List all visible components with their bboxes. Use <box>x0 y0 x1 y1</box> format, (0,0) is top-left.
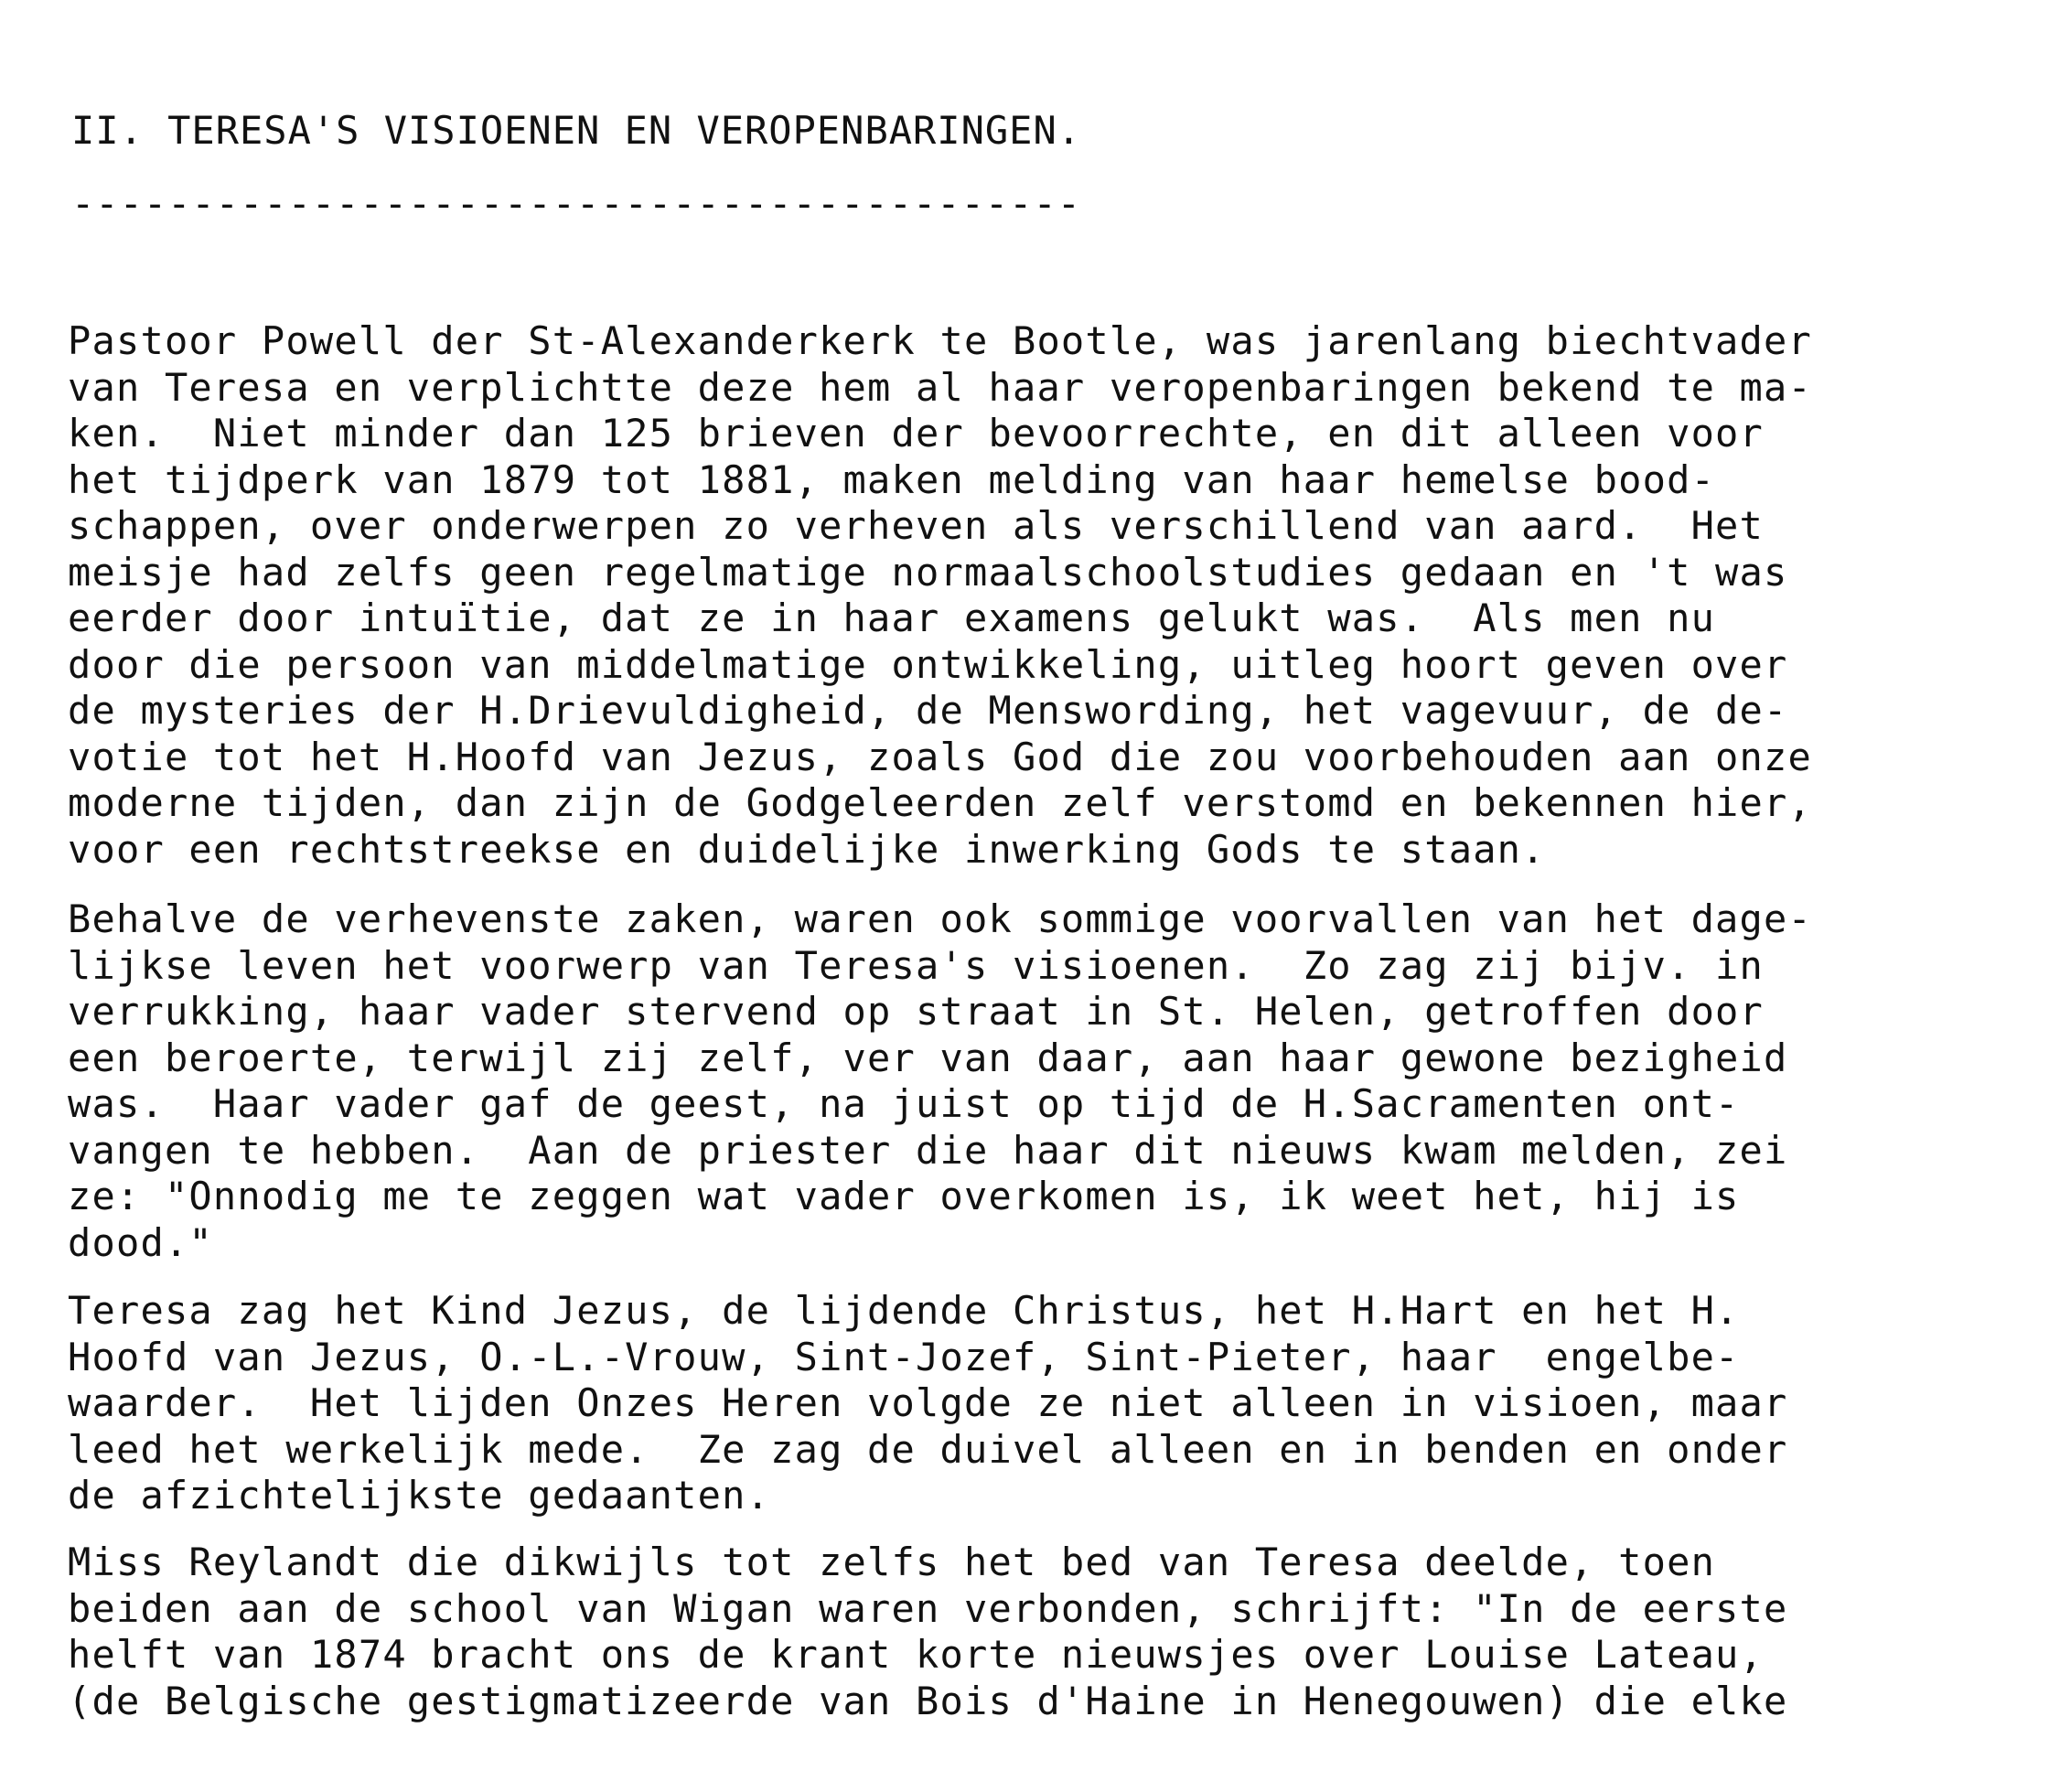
text-line: beiden aan de school van Wigan waren verbonden, schrijft: "In de eerste <box>68 1585 1788 1631</box>
text-line: voor een rechtstreekse en duidelijke inwerking Gods te staan. <box>68 826 1546 872</box>
paragraph-3 <box>68 1288 2049 1519</box>
text-line: lijkse leven het voorwerp van Teresa's visioenen. Zo zag zij bijv. in <box>68 942 1765 988</box>
text-line: votie tot het H.Hoofd van Jezus, zoals God die zou voorbehouden aan onze <box>68 734 1813 779</box>
text-line: verrukking, haar vader stervend op straat in St. Helen, getroffen door <box>68 989 1765 1034</box>
text-line: (de Belgische gestigmatizeerde van Bois d'Haine in Henegouwen) die elke <box>68 1678 1788 1723</box>
text-line: was. Haar vader gaf de geest, na juist op tijd de H.Sacramenten ont- <box>68 1081 1740 1126</box>
text-line: vangen te hebben. Aan de priester die haar dit nieuws kwam melden, zei <box>68 1127 1788 1173</box>
text-line: moderne tijden, dan zijn de Godgeleerden zelf verstomd en bekennen hier, <box>68 780 1813 825</box>
text-line: Miss Reylandt die dikwijls tot zelfs het bed van Teresa deelde, toen <box>68 1540 1716 1584</box>
heading-underline: ------------------------------------------ <box>71 181 1082 226</box>
paragraph-4 <box>68 1540 2049 1724</box>
text-line: de afzichtelijkste gedaanten. <box>68 1473 771 1518</box>
text-line: leed het werkelijk mede. Ze zag de duivel alleen en in benden en onder <box>68 1426 1788 1472</box>
paragraph-2 <box>68 896 2049 1266</box>
text-line: ze: "Onnodig me te zeggen wat vader overkomen is, ik weet het, hij is <box>68 1174 1740 1218</box>
text-line: door die persoon van middelmatige ontwikkeling, uitleg hoort geven over <box>68 641 1788 687</box>
text-line: de mysteries der H.Drievuldigheid, de Menswording, het vagevuur, de de- <box>68 688 1788 733</box>
text-line: Pastoor Powell der St-Alexanderkerk te Bootle, was jarenlang biechtvader <box>68 318 1813 363</box>
text-line: ken. Niet minder dan 125 brieven der bevoorrechte, en dit alleen voor <box>68 411 1765 456</box>
text-line: het tijdperk van 1879 tot 1881, maken melding van haar hemelse bood- <box>68 456 1716 502</box>
text-line: schappen, over onderwerpen zo verheven als verschillend van aard. Het <box>68 503 1765 548</box>
text-line: meisje had zelfs geen regelmatige normaalschoolstudies gedaan en 't was <box>68 549 1788 595</box>
paragraph-1 <box>68 318 2049 873</box>
text-line: Teresa zag het Kind Jezus, de lijdende Christus, het H.Hart en het H. <box>68 1288 1740 1333</box>
text-line: dood." <box>68 1219 213 1265</box>
text-line: helft van 1874 bracht ons de krant korte nieuwsjes over Louise Lateau, <box>68 1632 1765 1677</box>
text-line: Behalve de verhevenste zaken, waren ook sommige voorvallen van het dage- <box>68 896 1813 941</box>
text-line: van Teresa en verplichtte deze hem al haar veropenbaringen bekend te ma- <box>68 364 1813 410</box>
text-line: eerder door intuïtie, dat ze in haar examens gelukt was. Als men nu <box>68 596 1716 640</box>
text-line: waarder. Het lijden Onzes Heren volgde ze niet alleen in visioen, maar <box>68 1380 1788 1425</box>
text-line: een beroerte, terwijl zij zelf, ver van daar, aan haar gewone bezigheid <box>68 1035 1788 1080</box>
section-heading: II. TERESA'S VISIOENEN EN VEROPENBARINGEN. <box>71 108 1082 153</box>
text-line: Hoofd van Jezus, O.-L.-Vrouw, Sint-Jozef, Sint-Pieter, haar engelbe- <box>68 1334 1740 1379</box>
